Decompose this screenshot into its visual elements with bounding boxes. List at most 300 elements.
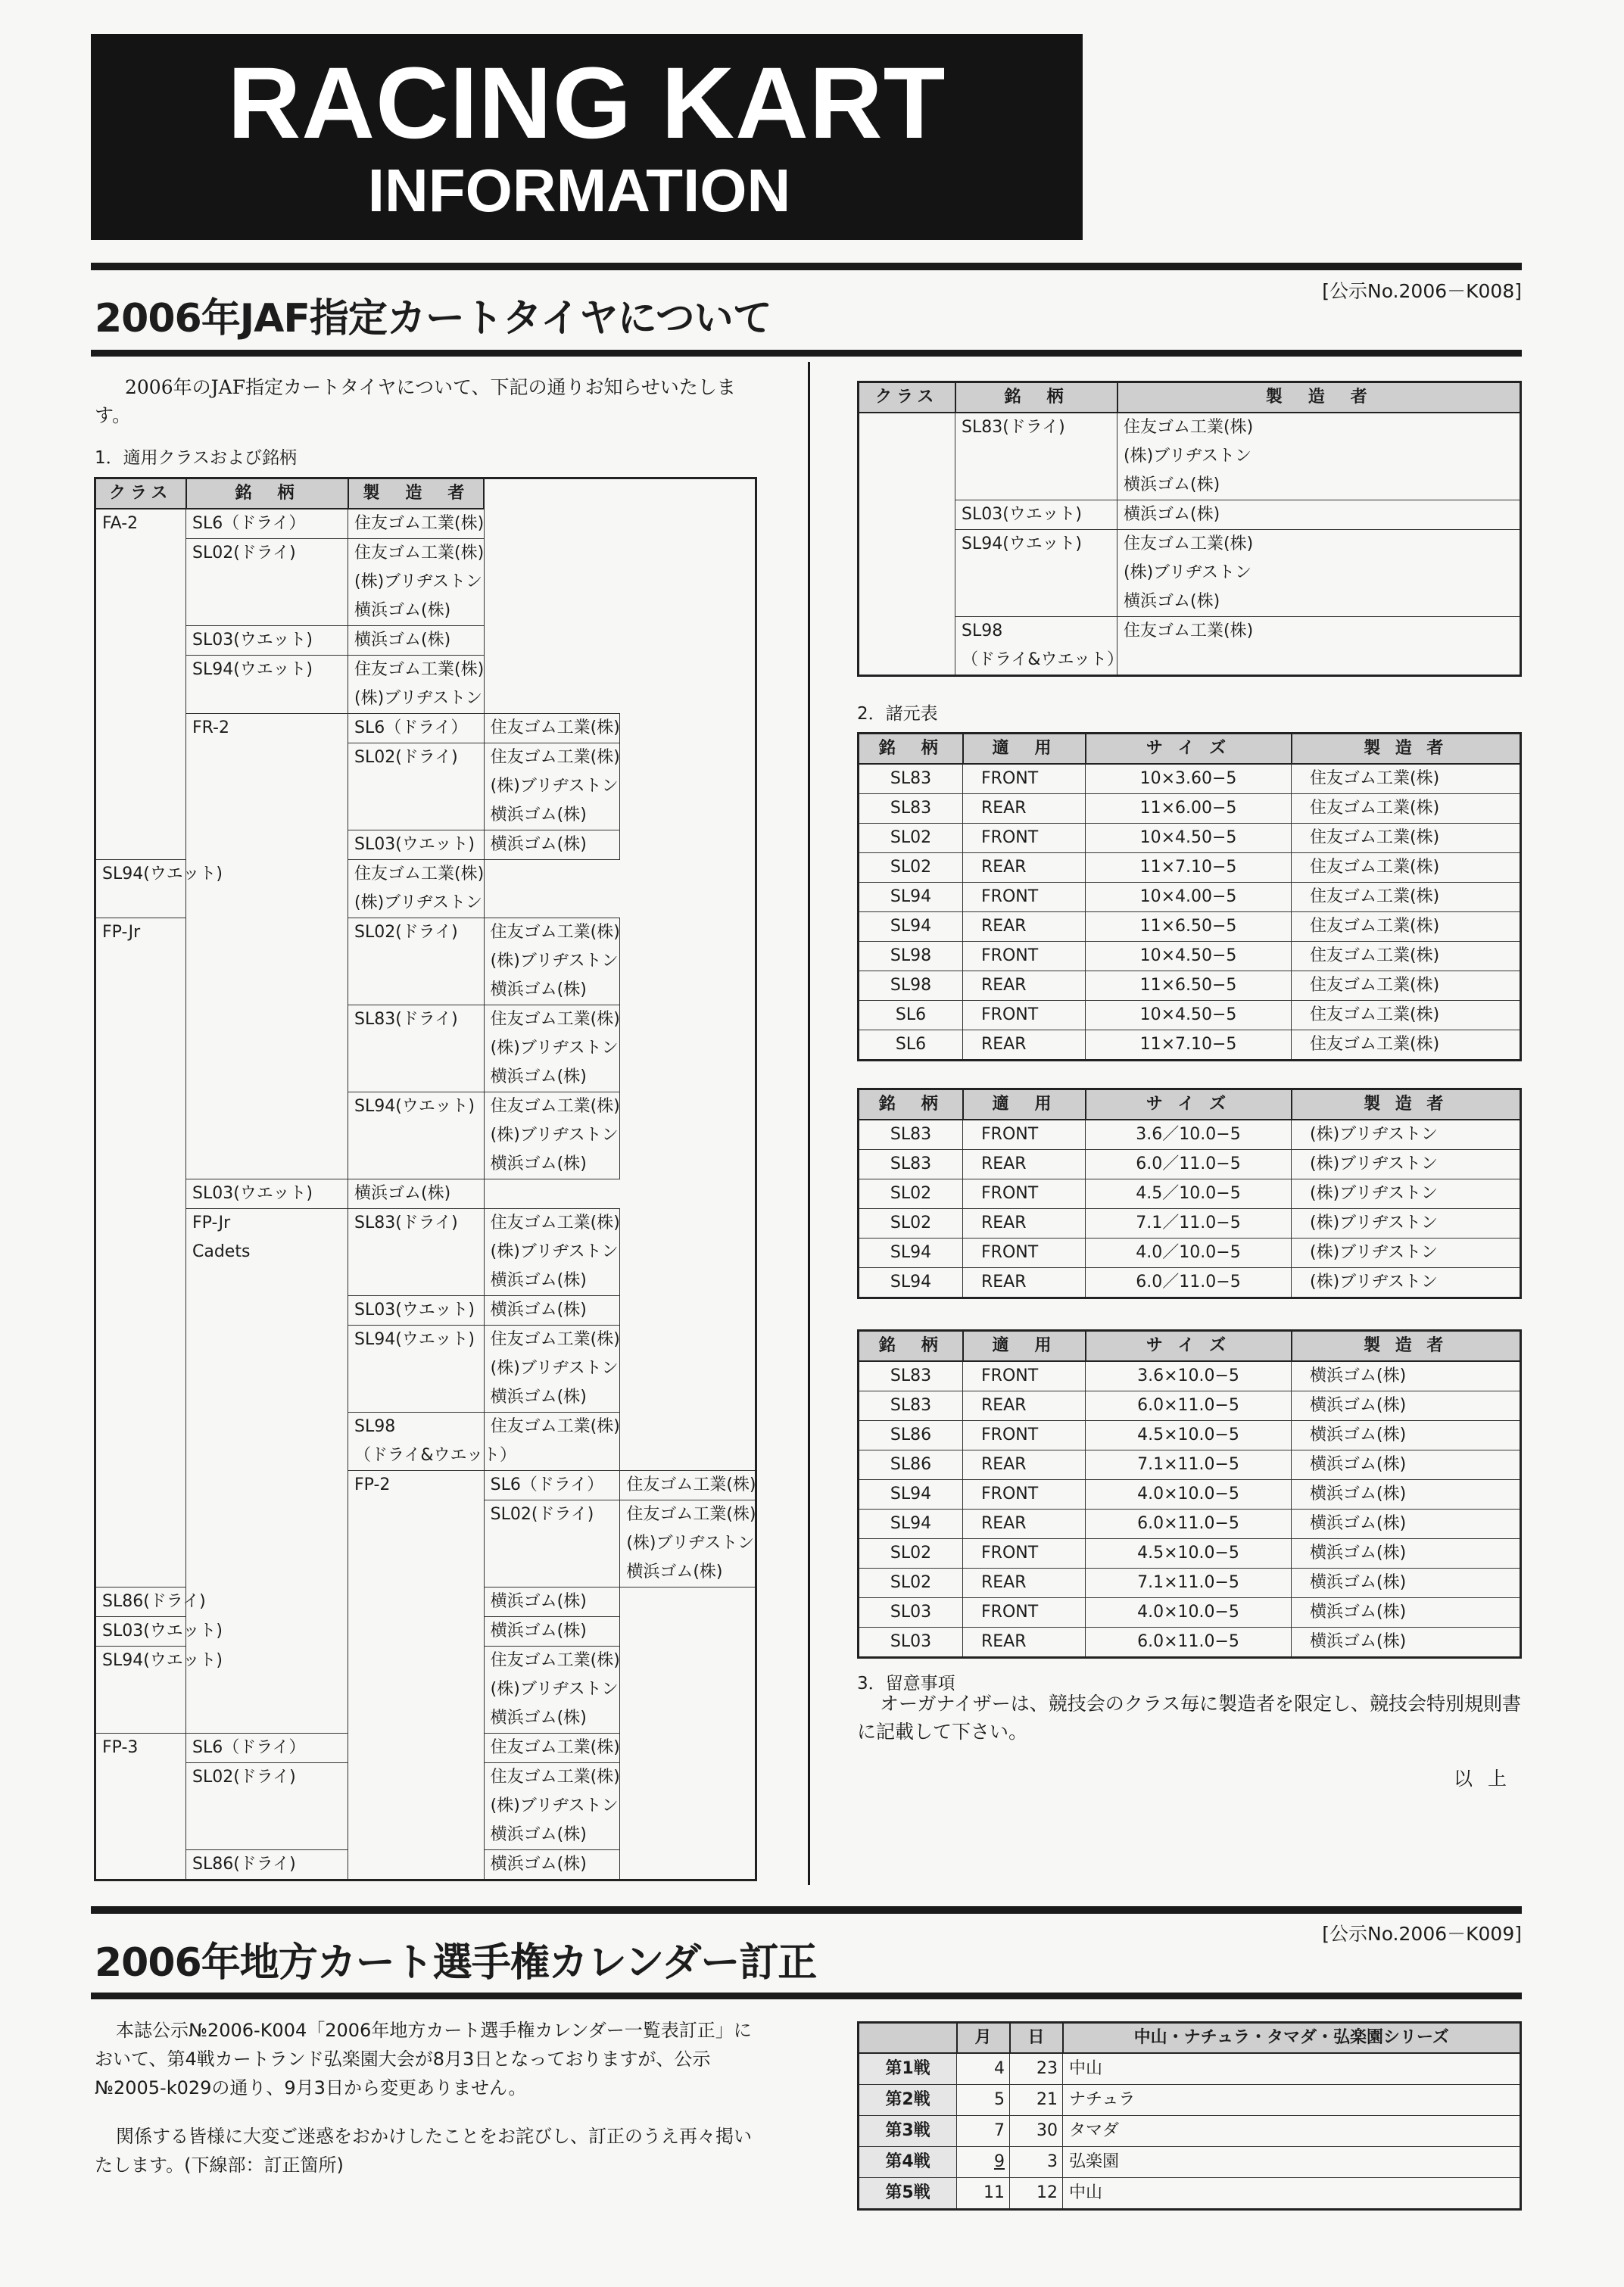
spec-position: REAR: [963, 1510, 1086, 1539]
maker-name: 横浜ゴム(株): [354, 601, 451, 620]
spec-maker: 住友ゴム工業(株): [1292, 971, 1521, 1001]
day-cell: [1010, 2085, 1063, 2116]
spec-position: FRONT: [963, 1361, 1086, 1391]
spec-row: [859, 1209, 1521, 1239]
brand-cell: SL02(ドライ): [186, 1763, 348, 1850]
maker-name: 横浜ゴム(株): [354, 1184, 451, 1203]
maker-name: 横浜ゴム(株): [626, 1563, 723, 1581]
spec-size: 10×4.50−5: [1086, 1001, 1292, 1030]
banner-subtitle: INFORMATION: [367, 157, 791, 224]
col-header-maker: 製 造 者: [1292, 1331, 1521, 1362]
spec-maker: (株)ブリヂストン: [1292, 1179, 1521, 1209]
maker-name: 横浜ゴム(株): [490, 1154, 587, 1173]
brand-cell: SL02(ドライ): [484, 1500, 620, 1588]
spec-row: [859, 764, 1521, 794]
brand-cell: SL94(ウエット): [95, 1647, 186, 1734]
month-cell: [957, 2147, 1010, 2178]
maker-cell: [484, 1209, 620, 1296]
maker-cell: [484, 1005, 620, 1092]
col-header-month: 月: [957, 2023, 1010, 2054]
spec-position: REAR: [963, 971, 1086, 1001]
spec-brand: SL94: [859, 1480, 963, 1510]
day-cell-text: 21: [1036, 2090, 1058, 2109]
day-cell: [1010, 2116, 1063, 2147]
brand-cell: SL03(ウエット): [186, 626, 348, 656]
spec-brand: SL94: [859, 912, 963, 942]
spec-table-yokohama: [857, 1329, 1522, 1659]
spec-maker: 住友ゴム工業(株): [1292, 853, 1521, 883]
venue-cell: [1063, 2085, 1521, 2116]
maker-cell: [348, 656, 485, 714]
col-header-position: 適 用: [963, 1331, 1086, 1362]
spec-position: FRONT: [963, 1001, 1086, 1030]
class-row: [95, 714, 756, 743]
maker-name: 横浜ゴム(株): [490, 835, 587, 854]
col-header-class: クラス: [859, 382, 955, 413]
spec-position: REAR: [963, 1391, 1086, 1421]
class-name-cell: [859, 413, 955, 676]
brand-cell: SL94(ウエット): [348, 1092, 485, 1179]
spec-position: FRONT: [963, 764, 1086, 794]
class-row: [859, 530, 1521, 617]
spec-maker: 横浜ゴム(株): [1292, 1539, 1521, 1569]
maker-cell: [484, 1588, 620, 1617]
spec-maker: 住友ゴム工業(株): [1292, 794, 1521, 824]
month-cell-text: 4: [994, 2059, 1005, 2078]
month-cell-text: 5: [994, 2090, 1005, 2109]
maker-cell: [348, 1179, 485, 1209]
spec-size: 4.0×10.0−5: [1086, 1598, 1292, 1628]
spec-brand: SL03: [859, 1598, 963, 1628]
spec-size: 3.6／10.0−5: [1086, 1120, 1292, 1150]
section3-heading: 3．留意事項: [857, 1674, 955, 1693]
maker-name: 住友ゴム工業(株): [626, 1475, 756, 1494]
maker-cell: [484, 1092, 620, 1179]
maker-name: (株)ブリヂストン: [1124, 563, 1252, 582]
spec-row: [859, 1450, 1521, 1480]
brand-cell: SL6（ドライ）: [186, 1734, 348, 1763]
spec-brand: SL02: [859, 1209, 963, 1239]
maker-name: 横浜ゴム(株): [490, 1592, 587, 1611]
maker-name: 住友ゴム工業(株): [1124, 418, 1254, 437]
maker-cell: [484, 743, 620, 830]
spec-row: [859, 1598, 1521, 1628]
maker-cell: [1117, 500, 1521, 530]
spec-maker: (株)ブリヂストン: [1292, 1239, 1521, 1268]
venue-cell-text: ナチュラ: [1069, 2090, 1136, 2109]
spec-maker: 住友ゴム工業(株): [1292, 1001, 1521, 1030]
brand-cell: SL6（ドライ）: [484, 1471, 620, 1500]
brand-cell: SL94(ウエット): [95, 860, 186, 918]
day-cell-text: 30: [1036, 2121, 1058, 2140]
brand-cell: SL83(ドライ): [348, 1005, 485, 1092]
maker-name: 住友ゴム工業(株): [354, 544, 485, 562]
class-name-cell: FA-2: [95, 509, 186, 860]
maker-name: (株)ブリヂストン: [490, 1680, 619, 1699]
spec-row: [859, 1268, 1521, 1298]
col-header-class: クラス: [95, 478, 186, 509]
maker-cell: [348, 509, 485, 539]
spec-brand: SL6: [859, 1030, 963, 1061]
spec-row: [859, 853, 1521, 883]
spec-row: [859, 1391, 1521, 1421]
maker-name: (株)ブリヂストン: [490, 777, 619, 796]
spec-brand: SL86: [859, 1450, 963, 1480]
col-header-maker: 製 造 者: [1117, 382, 1521, 413]
maker-cell: [484, 1850, 620, 1880]
spec-brand: SL02: [859, 1539, 963, 1569]
month-cell: [957, 2178, 1010, 2210]
banner-title: RACING KART: [227, 47, 946, 160]
maker-name: (株)ブリヂストン: [354, 893, 482, 912]
maker-name: 住友ゴム工業(株): [490, 1330, 620, 1349]
spec-maker: 横浜ゴム(株): [1292, 1450, 1521, 1480]
spec-brand: SL86: [859, 1421, 963, 1450]
spec-position: REAR: [963, 1209, 1086, 1239]
venue-cell-text: 中山: [1069, 2059, 1103, 2078]
brand-cell: SL86(ドライ): [95, 1588, 186, 1617]
calendar-table: [857, 2021, 1522, 2211]
spec-row: [859, 1001, 1521, 1030]
maker-cell: [1117, 530, 1521, 617]
spec-row: [859, 824, 1521, 853]
spec-brand: SL83: [859, 794, 963, 824]
maker-cell: [620, 1500, 756, 1588]
notice2-para2: 関係する皆様に大変ご迷惑をおかけしたことをお詫びし、訂正のうえ再々掲いたします。(下線部：訂正箇所): [95, 2126, 752, 2176]
spec-maker: (株)ブリヂストン: [1292, 1150, 1521, 1179]
maker-name: 横浜ゴム(株): [490, 1271, 587, 1290]
brand-cell: SL03(ウエット): [186, 1179, 348, 1209]
maker-cell: [484, 830, 620, 860]
maker-cell: [348, 860, 485, 918]
maker-name: 住友ゴム工業(株): [490, 1768, 620, 1787]
maker-name: 横浜ゴム(株): [490, 1301, 587, 1320]
maker-name: 横浜ゴム(株): [490, 1388, 587, 1407]
spec-row: [859, 1179, 1521, 1209]
spec-row: [859, 1510, 1521, 1539]
brand-cell: SL98 （ドライ&ウエット）: [348, 1413, 485, 1471]
maker-name: 住友ゴム工業(株): [490, 748, 620, 767]
maker-name: (株)ブリヂストン: [490, 952, 619, 971]
class-row: [95, 509, 756, 539]
day-cell-text: 3: [1047, 2152, 1058, 2171]
month-cell-text: 11: [983, 2183, 1005, 2202]
spec-size: 11×6.50−5: [1086, 912, 1292, 942]
spec-size: 4.0／10.0−5: [1086, 1239, 1292, 1268]
spec-maker: 横浜ゴム(株): [1292, 1598, 1521, 1628]
calendar-row: [859, 2116, 1521, 2147]
brand-cell: SL02(ドライ): [186, 539, 348, 626]
spec-position: FRONT: [963, 1480, 1086, 1510]
spec-size: 7.1×11.0−5: [1086, 1569, 1292, 1598]
maker-name: 横浜ゴム(株): [490, 980, 587, 999]
spec-maker: (株)ブリヂストン: [1292, 1268, 1521, 1298]
round-label: [859, 2147, 957, 2178]
spec-maker: 横浜ゴム(株): [1292, 1361, 1521, 1391]
class-name-cell: FP-2: [348, 1471, 485, 1880]
calendar-row: [859, 2147, 1521, 2178]
spec-brand: SL98: [859, 971, 963, 1001]
day-cell: [1010, 2178, 1063, 2210]
spec-position: FRONT: [963, 942, 1086, 971]
spec-size: 4.5×10.0−5: [1086, 1421, 1292, 1450]
spec-maker: 横浜ゴム(株): [1292, 1421, 1521, 1450]
spec-brand: SL83: [859, 1361, 963, 1391]
maker-cell: [348, 539, 485, 626]
spec-brand: SL83: [859, 1391, 963, 1421]
maker-name: (株)ブリヂストン: [354, 689, 482, 708]
spec-brand: SL94: [859, 883, 963, 912]
maker-cell: [484, 918, 620, 1005]
spec-row: [859, 942, 1521, 971]
venue-cell: [1063, 2053, 1521, 2085]
spec-position: REAR: [963, 1150, 1086, 1179]
maker-name: (株)ブリヂストン: [490, 1359, 619, 1378]
spec-maker: 横浜ゴム(株): [1292, 1480, 1521, 1510]
maker-cell: [484, 1617, 620, 1647]
class-row: [95, 539, 756, 626]
maker-name: 住友ゴム工業(株): [490, 1417, 620, 1436]
round-label-text: 第5戦: [885, 2183, 930, 2202]
maker-name: 横浜ゴム(株): [490, 1622, 587, 1640]
spec-position: REAR: [963, 1268, 1086, 1298]
venue-cell-text: 弘楽園: [1069, 2152, 1120, 2171]
spec-row: [859, 794, 1521, 824]
maker-name: 横浜ゴム(株): [1124, 592, 1220, 611]
spec-brand: SL6: [859, 1001, 963, 1030]
spec-position: REAR: [963, 1569, 1086, 1598]
class-name-cell: FR-2: [186, 714, 348, 1179]
maker-cell: [484, 1326, 620, 1413]
spec-position: REAR: [963, 794, 1086, 824]
spec-row: [859, 1421, 1521, 1450]
brand-cell: SL03(ウエット): [348, 1296, 485, 1326]
calendar-row: [859, 2053, 1521, 2085]
notice2-para1: 本誌公示№2006-K004「2006年地方カート選手権カレンダー一覧表訂正」において、第4戦カートランド弘楽園大会が8月3日となっておりますが、公示№2005-k029の通り、9月3日から変更ありません。: [95, 2020, 752, 2098]
spec-brand: SL03: [859, 1628, 963, 1658]
spec-size: 4.5×10.0−5: [1086, 1539, 1292, 1569]
spec-size: 4.5／10.0−5: [1086, 1179, 1292, 1209]
closing-text: 以上: [1453, 1768, 1522, 1790]
col-header-size: サ イ ズ: [1086, 1331, 1292, 1362]
spec-size: 3.6×10.0−5: [1086, 1361, 1292, 1391]
class-name-cell: FP-Jr Cadets: [186, 1209, 348, 1734]
col-header-series: 中山・ナチュラ・タマダ・弘楽園シリーズ: [1063, 2023, 1521, 2054]
maker-cell: [1117, 413, 1521, 500]
spec-maker: 住友ゴム工業(株): [1292, 1030, 1521, 1061]
maker-cell: [1117, 617, 1521, 676]
spec-table-sumitomo: [857, 732, 1522, 1061]
spec-row: [859, 1150, 1521, 1179]
notice1-ref: [公示No.2006－K008]: [1322, 280, 1522, 302]
day-cell: [1010, 2147, 1063, 2178]
spec-brand: SL02: [859, 824, 963, 853]
class-row: [95, 656, 756, 714]
maker-name: 住友ゴム工業(株): [490, 1738, 620, 1757]
col-header-maker: 製 造 者: [1292, 1089, 1521, 1120]
spec-size: 10×3.60−5: [1086, 764, 1292, 794]
notice1-title-rule: [91, 350, 1522, 357]
class-name-cell: FP-Jr: [95, 918, 186, 1588]
spec-row: [859, 1569, 1521, 1598]
col-header-position: 適 用: [963, 1089, 1086, 1120]
maker-name: (株)ブリヂストン: [490, 1126, 619, 1145]
column-divider: [808, 362, 810, 1885]
maker-name: 住友ゴム工業(株): [354, 865, 485, 883]
venue-cell: [1063, 2178, 1521, 2210]
top-rule: [91, 263, 1522, 270]
round-label-text: 第1戦: [885, 2059, 930, 2078]
spec-row: [859, 1361, 1521, 1391]
col-header-brand: 銘 柄: [859, 1089, 963, 1120]
spec-table-bridgestone: [857, 1088, 1522, 1299]
maker-cell: [348, 626, 485, 656]
maker-cell: [484, 1296, 620, 1326]
maker-name: 住友ゴム工業(株): [354, 514, 485, 533]
class-row: [95, 1209, 756, 1296]
venue-cell-text: タマダ: [1069, 2121, 1120, 2140]
spec-position: FRONT: [963, 1421, 1086, 1450]
spec-size: 6.0×11.0−5: [1086, 1628, 1292, 1658]
spec-position: REAR: [963, 1628, 1086, 1658]
spec-position: FRONT: [963, 1598, 1086, 1628]
brand-cell: SL98 （ドライ&ウエット）: [955, 617, 1117, 676]
spec-position: FRONT: [963, 1539, 1086, 1569]
spec-row: [859, 1030, 1521, 1061]
maker-name: 横浜ゴム(株): [490, 1709, 587, 1728]
spec-row: [859, 1480, 1521, 1510]
spec-maker: 横浜ゴム(株): [1292, 1391, 1521, 1421]
spec-row: [859, 971, 1521, 1001]
maker-name: 横浜ゴム(株): [1124, 475, 1220, 494]
venue-cell-text: 中山: [1069, 2183, 1103, 2202]
spec-brand: SL94: [859, 1239, 963, 1268]
maker-name: 住友ゴム工業(株): [1124, 534, 1254, 553]
maker-name: 横浜ゴム(株): [1124, 505, 1220, 524]
spec-row: [859, 1239, 1521, 1268]
maker-name: 住友ゴム工業(株): [354, 660, 485, 679]
spec-position: FRONT: [963, 883, 1086, 912]
spec-size: 11×7.10−5: [1086, 853, 1292, 883]
brand-cell: SL83(ドライ): [348, 1209, 485, 1296]
spec-size: 7.1／11.0−5: [1086, 1209, 1292, 1239]
brand-cell: SL86(ドライ): [186, 1850, 348, 1880]
brand-cell: SL83(ドライ): [955, 413, 1117, 500]
spec-row: [859, 1539, 1521, 1569]
col-header-maker: 製 造 者: [348, 478, 485, 509]
spec-maker: 住友ゴム工業(株): [1292, 824, 1521, 853]
month-cell-text: 7: [994, 2121, 1005, 2140]
spec-maker: 住友ゴム工業(株): [1292, 942, 1521, 971]
maker-name: 住友ゴム工業(株): [490, 1651, 620, 1670]
spec-maker: 横浜ゴム(株): [1292, 1628, 1521, 1658]
spec-row: [859, 1120, 1521, 1150]
brand-cell: SL03(ウエット): [955, 500, 1117, 530]
spec-maker: 住友ゴム工業(株): [1292, 883, 1521, 912]
spec-size: 10×4.50−5: [1086, 942, 1292, 971]
calendar-row: [859, 2085, 1521, 2116]
spec-brand: SL94: [859, 1268, 963, 1298]
spec-brand: SL94: [859, 1510, 963, 1539]
maker-name: (株)ブリヂストン: [626, 1534, 755, 1553]
maker-name: 住友ゴム工業(株): [490, 1010, 620, 1029]
brand-cell: SL03(ウエット): [348, 830, 485, 860]
maker-name: (株)ブリヂストン: [490, 1039, 619, 1058]
notice1-title: 2006年JAF指定カートタイヤについて: [95, 296, 771, 341]
spec-brand: SL83: [859, 1120, 963, 1150]
spec-position: REAR: [963, 1030, 1086, 1061]
month-cell: [957, 2116, 1010, 2147]
spec-position: FRONT: [963, 1239, 1086, 1268]
col-header-position: 適 用: [963, 734, 1086, 765]
maker-name: (株)ブリヂストン: [490, 1242, 619, 1261]
spec-maker: 横浜ゴム(株): [1292, 1569, 1521, 1598]
col-header-brand: 銘 柄: [859, 1331, 963, 1362]
maker-name: (株)ブリヂストン: [1124, 447, 1252, 466]
maker-cell: [484, 714, 620, 743]
spec-size: 6.0／11.0−5: [1086, 1268, 1292, 1298]
brand-cell: SL94(ウエット): [955, 530, 1117, 617]
month-cell: [957, 2085, 1010, 2116]
spec-size: 11×7.10−5: [1086, 1030, 1292, 1061]
spec-position: REAR: [963, 853, 1086, 883]
class-brand-table-continued: [857, 381, 1522, 677]
brand-cell: SL02(ドライ): [348, 743, 485, 830]
spec-position: FRONT: [963, 1120, 1086, 1150]
round-label-text: 第2戦: [885, 2090, 930, 2109]
section2-heading: 2．諸元表: [857, 704, 938, 724]
spec-row: [859, 912, 1521, 942]
spec-size: 10×4.50−5: [1086, 824, 1292, 853]
brand-cell: SL6（ドライ）: [348, 714, 485, 743]
maker-name: 住友ゴム工業(株): [1124, 622, 1254, 640]
spec-size: 7.1×11.0−5: [1086, 1450, 1292, 1480]
spec-position: REAR: [963, 1450, 1086, 1480]
col-header-size: サ イ ズ: [1086, 734, 1292, 765]
month-cell: [957, 2053, 1010, 2085]
notice2-ref: [公示No.2006－K009]: [1322, 1923, 1522, 1945]
spec-row: [859, 883, 1521, 912]
maker-name: 住友ゴム工業(株): [626, 1505, 756, 1524]
brand-cell: SL03(ウエット): [95, 1617, 186, 1647]
spec-row: [859, 1628, 1521, 1658]
spec-size: 6.0×11.0−5: [1086, 1391, 1292, 1421]
col-header-brand: 銘 柄: [955, 382, 1117, 413]
class-row: [95, 626, 756, 656]
round-label: [859, 2053, 957, 2085]
maker-cell: [484, 1763, 620, 1850]
notice1-intro: 2006年のJAF指定カートタイヤについて、下記の通りお知らせいたします。: [95, 376, 736, 426]
maker-name: 住友ゴム工業(株): [490, 718, 620, 737]
notice2-title: 2006年地方カート選手権カレンダー訂正: [95, 1940, 817, 1986]
venue-cell: [1063, 2147, 1521, 2178]
maker-name: (株)ブリヂストン: [354, 572, 482, 591]
spec-maker: (株)ブリヂストン: [1292, 1209, 1521, 1239]
spec-maker: 横浜ゴム(株): [1292, 1510, 1521, 1539]
spec-position: FRONT: [963, 1179, 1086, 1209]
col-header-brand: 銘 柄: [859, 734, 963, 765]
racing-kart-banner: [91, 34, 1083, 240]
brand-cell: SL94(ウエット): [348, 1326, 485, 1413]
spec-brand: SL83: [859, 764, 963, 794]
round-label-text: 第3戦: [885, 2121, 930, 2140]
maker-cell: [484, 1647, 620, 1734]
maker-name: 住友ゴム工業(株): [490, 923, 620, 942]
spec-size: 4.0×10.0−5: [1086, 1480, 1292, 1510]
round-label: [859, 2085, 957, 2116]
round-label: [859, 2116, 957, 2147]
class-name-cell: FP-3: [95, 1734, 186, 1880]
